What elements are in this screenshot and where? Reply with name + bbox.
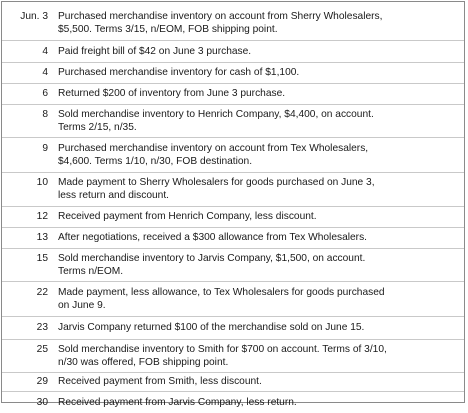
transaction-description-line: After negotiations, received a $300 allowance from Tex Wholesalers. — [58, 232, 367, 243]
transaction-date: 29 — [36, 376, 48, 387]
transaction-row — [2, 391, 464, 413]
transaction-description-line: on June 9. — [58, 300, 106, 311]
transaction-description-line: Sold merchandise inventory to Henrich Company, $4,400, on account. — [58, 109, 374, 120]
transaction-description — [58, 176, 464, 202]
transaction-row — [2, 137, 464, 172]
transaction-row — [2, 40, 464, 62]
transaction-description-line: Received payment from Henrich Company, less discount. — [58, 211, 317, 222]
transaction-description-line: $5,500. Terms 3/15, n/EOM, FOB shipping point. — [58, 24, 278, 35]
transaction-description-line: Terms n/EOM. — [58, 266, 124, 277]
transaction-date: Jun. 3 — [20, 11, 48, 22]
transaction-row — [2, 248, 464, 281]
transactions-panel — [1, 1, 465, 408]
transaction-row — [2, 10, 464, 40]
transaction-description-line: less return and discount. — [58, 190, 169, 201]
transaction-date: 30 — [36, 397, 48, 408]
transaction-date: 13 — [36, 232, 48, 243]
transaction-description-line: Sold merchandise inventory to Jarvis Company, $1,500, on account. — [58, 253, 366, 264]
transaction-description — [58, 396, 464, 409]
transaction-row — [2, 281, 464, 316]
transaction-date: 22 — [36, 287, 48, 298]
transaction-description-line: Received payment from Jarvis Company, less return. — [58, 397, 297, 408]
transaction-description — [58, 108, 464, 134]
transaction-row — [2, 316, 464, 339]
transaction-date: 25 — [36, 344, 48, 355]
transaction-description — [58, 321, 464, 334]
transaction-row — [2, 104, 464, 137]
transaction-description — [58, 286, 464, 312]
transaction-row — [2, 206, 464, 227]
transaction-description-line: Made payment to Sherry Wholesalers for goods purchased on June 3, — [58, 177, 375, 188]
transaction-description — [58, 375, 464, 388]
transaction-description-line: Purchased merchandise inventory on account from Tex Wholesalers, — [58, 143, 369, 154]
transaction-description — [58, 210, 464, 223]
transaction-description — [58, 142, 464, 168]
transaction-description-line: Purchased merchandise inventory for cash of $1,100. — [58, 67, 300, 78]
transactions-list — [2, 10, 464, 413]
transaction-date: 4 — [42, 67, 48, 78]
transaction-description-line: $4,600. Terms 1/10, n/30, FOB destination. — [58, 156, 253, 167]
transaction-description — [58, 231, 464, 244]
transaction-row — [2, 172, 464, 206]
transaction-description-line: Sold merchandise inventory to Smith for $700 on account. Terms of 3/10, — [58, 344, 387, 355]
transaction-description — [58, 343, 464, 369]
transaction-description — [58, 66, 464, 79]
transaction-date: 9 — [42, 143, 48, 154]
transaction-description — [58, 10, 464, 36]
transaction-row — [2, 372, 464, 391]
transaction-date: 15 — [36, 253, 48, 264]
transaction-description-line: Purchased merchandise inventory on account from Sherry Wholesalers, — [58, 11, 383, 22]
transaction-description-line: Terms 2/15, n/35. — [58, 122, 137, 133]
transaction-row — [2, 62, 464, 83]
transaction-date: 23 — [36, 322, 48, 333]
transaction-description — [58, 252, 464, 278]
transaction-row — [2, 83, 464, 104]
transaction-date: 12 — [36, 211, 48, 222]
transaction-description-line: Received payment from Smith, less discount. — [58, 376, 262, 387]
transaction-row — [2, 339, 464, 372]
transaction-description-line: n/30 was offered, FOB shipping point. — [58, 357, 229, 368]
transaction-description — [58, 87, 464, 100]
transaction-description-line: Jarvis Company returned $100 of the merchandise sold on June 15. — [58, 322, 365, 333]
transaction-description-line: Returned $200 of inventory from June 3 purchase. — [58, 88, 286, 99]
transaction-date: 4 — [42, 46, 48, 57]
transaction-description-line: Paid freight bill of $42 on June 3 purchase. — [58, 46, 252, 57]
transaction-date: 6 — [42, 88, 48, 99]
transaction-row — [2, 227, 464, 248]
transaction-date: 8 — [42, 109, 48, 120]
transaction-description — [58, 45, 464, 58]
transaction-description-line: Made payment, less allowance, to Tex Wholesalers for goods purchased — [58, 287, 385, 298]
transaction-date: 10 — [36, 177, 48, 188]
